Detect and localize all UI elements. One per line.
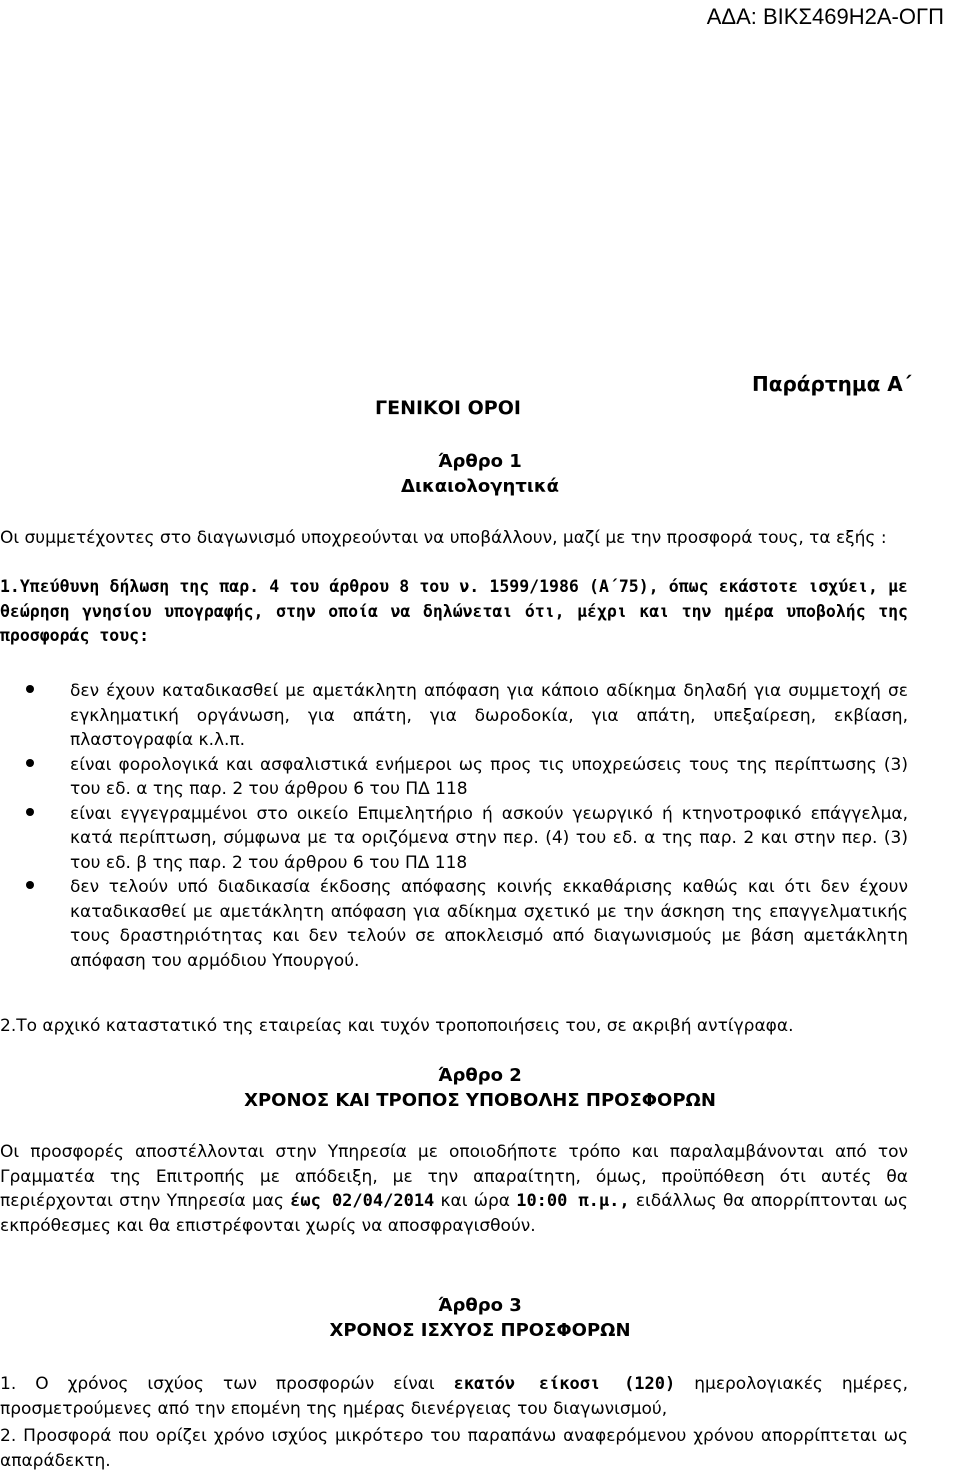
- article2-text-b: και ώρα: [434, 1191, 517, 1211]
- bullet-icon: [26, 808, 34, 816]
- list-item-text: δεν έχουν καταδικασθεί με αμετάκλητη απόφαση για κάποιο αδίκημα δηλαδή για συμμετοχή σε εγκληματική οργάνωση, για απάτη, για δωροδοκία, για απάτη, υπεξαίρεση, εκβίαση, πλαστογραφία κ.λ.π.: [70, 681, 908, 750]
- list-item: [0, 679, 908, 753]
- bullet-icon: [26, 685, 34, 693]
- article2-text: [0, 1140, 908, 1238]
- article3-p1-a: 1. Ο χρόνος ισχύος των προσφορών είναι: [0, 1374, 454, 1394]
- article3-title: ΧΡΟΝΟΣ ΙΣΧΥΟΣ ΠΡΟΣΦΟΡΩΝ: [329, 1320, 631, 1341]
- ada-code: ΑΔΑ: ΒΙΚΣ469Η2Α-ΟΓΠ: [706, 4, 944, 29]
- list-item-text: είναι φορολογικά και ασφαλιστικά ενήμεροι ως προς τις υποχρεώσεις τους της περίπτωσης (3) του εδ. α της παρ. 2 του άρθρου 6 του ΠΔ 118: [70, 754, 908, 799]
- list-item: [0, 753, 908, 802]
- bullet-icon: [26, 881, 34, 889]
- list-item-text: είναι εγγεγραμμένοι στο οικείο Επιμελητήριο ή ασκούν γεωργικό ή κτηνοτροφικό επάγγελμα, κατά περίπτωση, σύμφωνα με τα οριζόμενα στην περ. (4) του εδ. α της παρ. 2 και στην περ. (3) του εδ. β της παρ. 2 του άρθρου 6 του ΠΔ 118: [70, 803, 908, 873]
- list-item: [0, 875, 908, 973]
- article1-heading: Άρθρο 1: [438, 451, 522, 472]
- article1-intro: Οι συμμετέχοντες στο διαγωνισμό υποχρεούνται να υποβάλλουν, μαζί με την προσφορά τους, τα εξής :: [0, 528, 887, 548]
- bullet-icon: [26, 759, 34, 767]
- article3-paragraph-1: [0, 1372, 908, 1421]
- article3-heading: Άρθρο 3: [438, 1295, 522, 1316]
- article2-text-a: Οι προσφορές αποστέλλονται στην Υπηρεσία με οποιοδήποτε τρόπο και παραλαμβάνονται από τον Γραμματέα της Επιτροπής με απόδειξη, με την απαραίτητη, όμως, προϋπόθεση ότι αυτές θα περιέρχονται στην Υπηρεσία μας: [0, 1142, 908, 1211]
- article2-deadline-time: 10:00 π.μ.,: [516, 1191, 630, 1211]
- article3-p1-b: ημερολογιακές ημέρες, προσμετρούμενες από την επομένη της ημέρας διενέργειας του διαγωνισμού,: [0, 1374, 908, 1419]
- article2-deadline-date: έως 02/04/2014: [290, 1191, 435, 1211]
- article3-validity-period: εκατόν είκοσι (120): [453, 1374, 676, 1394]
- article1-title: Δικαιολογητικά: [401, 476, 559, 497]
- general-terms-heading: ΓΕΝΙΚΟΙ ΟΡΟΙ: [375, 397, 521, 419]
- list-item: [0, 802, 908, 876]
- article1-item1: 1.Υπεύθυνη δήλωση της παρ. 4 του άρθρου 8 του ν. 1599/1986 (Α΄75), όπως εκάστοτε ισχύει, με θεώρηση γνησίου υπογραφής, στην οποία να δηλώνεται ότι, μέχρι και την ημέρα υποβολής της προσφοράς τους:: [0, 577, 908, 645]
- article1-bullet-list: [0, 679, 908, 973]
- annex-title: Παράρτημα Α΄: [752, 372, 912, 396]
- article2-text-c: ειδάλλως θα απορρίπτονται ως εκπρόθεσμες και θα επιστρέφονται χωρίς να αποσφραγισθούν.: [0, 1191, 908, 1236]
- article1-item2: 2.Το αρχικό καταστατικό της εταιρείας και τυχόν τροποποιήσεις του, σε ακριβή αντίγραφα.: [0, 1016, 794, 1036]
- article2-heading: Άρθρο 2: [438, 1065, 522, 1086]
- list-item-text: δεν τελούν υπό διαδικασία έκδοσης απόφασης κοινής εκκαθάρισης καθώς και ότι δεν έχουν καταδικασθεί με αμετάκλητη απόφαση για αδίκημα σχετικό με την άσκηση της επαγγελματικής τους δραστηριότητας και δεν τελούν σε αποκλεισμό από διαγωνισμούς με βάση αμετάκλητη απόφαση του αρμόδιου Υπουργού.: [70, 877, 908, 971]
- article3-paragraph-2: 2. Προσφορά που ορίζει χρόνο ισχύος μικρότερο του παραπάνω αναφερόμενου χρόνου απορρίπτεται ως απαράδεκτη.: [0, 1426, 908, 1471]
- article2-title: ΧΡΟΝΟΣ ΚΑΙ ΤΡΟΠΟΣ ΥΠΟΒΟΛΗΣ ΠΡΟΣΦΟΡΩΝ: [244, 1090, 716, 1111]
